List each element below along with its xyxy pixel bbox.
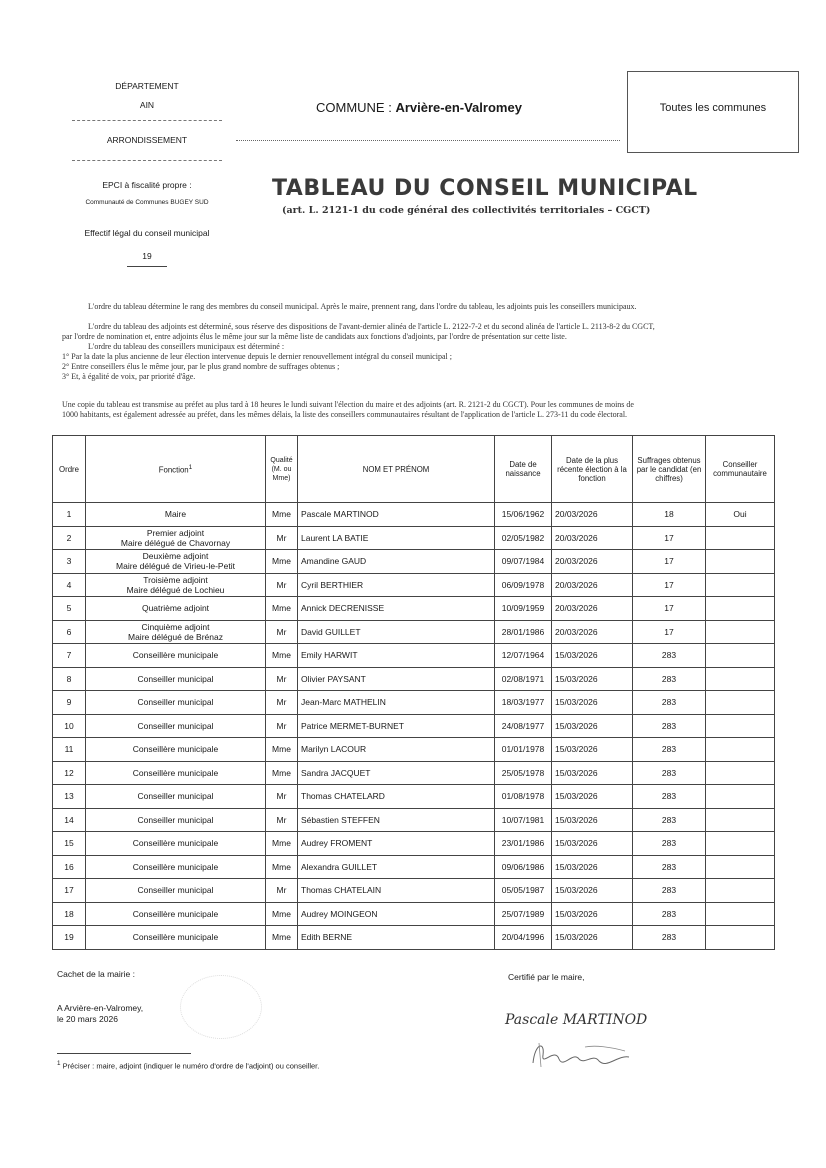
table-row [53,785,775,809]
commune-line [316,100,522,115]
cell-nom: Jean-Marc MATHELIN [298,691,495,715]
cell-nom: David GUILLET [298,620,495,644]
cell-fonction [86,597,266,621]
cell-ordre: 10 [53,714,86,738]
cell-election: 15/03/2026 [552,785,633,809]
cell-ordre: 18 [53,902,86,926]
cell-ordre: 9 [53,691,86,715]
signature-image [525,1033,640,1073]
cell-election: 20/03/2026 [552,526,633,550]
cell-nom: Edith BERNE [298,926,495,950]
cell-communautaire [706,785,775,809]
cell-qualite: Mme [266,644,298,668]
cell-election: 15/03/2026 [552,808,633,832]
cell-suffrages: 17 [633,526,706,550]
cell-naissance: 09/06/1986 [495,855,552,879]
col-header-suffrages: Suffrages obtenus par le candidat (en chiffres) [633,436,706,503]
cell-communautaire [706,761,775,785]
table-row [53,691,775,715]
cell-communautaire [706,691,775,715]
cell-suffrages: 283 [633,808,706,832]
fonction-detail-text: Maire délégué de Brénaz [128,631,223,642]
cachet-label: Cachet de la mairie : [57,969,135,979]
fonction-text: Conseiller municipal [137,885,214,896]
divider [127,266,167,267]
cell-communautaire [706,808,775,832]
footnote-text: Préciser : maire, adjoint (indiquer le numéro d'ordre de l'adjoint) ou conseiller. [62,1061,320,1071]
effectif-label: Effectif légal du conseil municipal [84,228,210,238]
date: le 20 mars 2026 [57,1014,118,1024]
cell-ordre: 4 [53,573,86,597]
cell-fonction [86,644,266,668]
footnote-ref: 1 [188,464,193,472]
cell-suffrages: 283 [633,691,706,715]
cell-qualite: Mr [266,526,298,550]
cell-naissance: 12/07/1964 [495,644,552,668]
cell-qualite: Mr [266,691,298,715]
cell-fonction [86,503,266,527]
cell-qualite: Mme [266,761,298,785]
cell-naissance: 09/07/1984 [495,550,552,574]
cell-election: 15/03/2026 [552,761,633,785]
arrondissement-label: ARRONDISSEMENT [106,135,188,145]
cell-qualite: Mme [266,902,298,926]
cell-suffrages: 283 [633,879,706,903]
cell-nom: Thomas CHATELARD [298,785,495,809]
cell-nom: Marilyn LACOUR [298,738,495,762]
cell-communautaire [706,855,775,879]
intro-paragraph: L'ordre du tableau des adjoints est déterminé, sous réserve des dispositions de l'avant-dernier alinéa de l'article L. 2122-7-2 et du second alinéa de l'article L. 2113-8-2 du CGCT, [88,322,655,331]
cell-communautaire [706,879,775,903]
cell-nom: Cyril BERTHIER [298,573,495,597]
cell-fonction [86,738,266,762]
intro-paragraph: 1000 habitants, est également adressée au préfet, dans les mêmes délais, la liste des conseillers communautaires résultant de l'application de l'article L. 273-11 du code électoral. [62,410,628,419]
cell-qualite: Mr [266,667,298,691]
table-header-row [53,436,775,503]
cell-communautaire: Oui [706,503,775,527]
commune-type-box [627,71,799,153]
page-subtitle: (art. L. 2121-1 du code général des collectivités territoriales – CGCT) [282,205,651,216]
cell-nom: Sandra JACQUET [298,761,495,785]
cell-nom: Emily HARWIT [298,644,495,668]
cell-qualite: Mr [266,808,298,832]
cell-suffrages: 283 [633,714,706,738]
intro-paragraph: L'ordre du tableau des conseillers municipaux est déterminé : [88,342,285,351]
cell-fonction [86,620,266,644]
table-row [53,855,775,879]
cell-election: 15/03/2026 [552,644,633,668]
col-header-communautaire: Conseiller communautaire [706,436,775,503]
fonction-text: Conseiller municipal [137,720,214,731]
cell-nom: Audrey MOINGEON [298,902,495,926]
signature-name: Pascale MARTINOD [505,1012,648,1028]
fonction-text: Premier adjoint [146,527,205,538]
cell-fonction [86,808,266,832]
fonction-text: Conseiller municipal [137,673,214,684]
cell-suffrages: 283 [633,644,706,668]
cell-nom: Audrey FROMENT [298,832,495,856]
cell-qualite: Mr [266,879,298,903]
cell-election: 15/03/2026 [552,667,633,691]
cell-communautaire [706,644,775,668]
cell-naissance: 06/09/1978 [495,573,552,597]
cell-election: 15/03/2026 [552,691,633,715]
divider [72,160,222,161]
cell-suffrages: 17 [633,550,706,574]
cell-ordre: 7 [53,644,86,668]
cell-suffrages: 17 [633,620,706,644]
divider [72,120,222,121]
cell-naissance: 01/08/1978 [495,785,552,809]
table-row [53,503,775,527]
cell-election: 15/03/2026 [552,879,633,903]
cell-ordre: 14 [53,808,86,832]
cell-suffrages: 283 [633,832,706,856]
fonction-text: Conseiller municipal [137,814,214,825]
commune-type-text: Toutes les communes [659,102,767,114]
cell-qualite: Mme [266,855,298,879]
table-row [53,738,775,762]
footnote-number: 1 [57,1060,61,1067]
intro-paragraph: 3° Et, à égalité de voix, par priorité d'âge. [62,372,196,381]
fonction-detail-text: Maire délégué de Virieu-le-Petit [116,561,235,572]
cell-naissance: 10/09/1959 [495,597,552,621]
cell-election: 20/03/2026 [552,503,633,527]
cell-ordre: 12 [53,761,86,785]
cell-fonction [86,550,266,574]
fonction-text: Conseiller municipal [137,697,214,708]
table-row [53,879,775,903]
cell-naissance: 05/05/1987 [495,879,552,903]
table-body [53,503,775,950]
epci-value: Communauté de Communes BUGEY SUD [85,199,209,206]
table-row [53,597,775,621]
cell-qualite: Mr [266,620,298,644]
intro-paragraph: Une copie du tableau est transmise au préfet au plus tard à 18 heures le lundi suivant l'élection du maire et des adjoints (art. R. 2121-2 du CGCT). Pour les communes de moins de [62,400,634,409]
fonction-text: Conseillère municipale [132,932,219,943]
effectif-value: 19 [142,251,152,261]
cell-suffrages: 283 [633,926,706,950]
page-title: TABLEAU DU CONSEIL MUNICIPAL [272,176,698,201]
cell-ordre: 19 [53,926,86,950]
cell-nom: Alexandra GUILLET [298,855,495,879]
cell-fonction [86,573,266,597]
cell-ordre: 1 [53,503,86,527]
cell-communautaire [706,902,775,926]
cell-naissance: 23/01/1986 [495,832,552,856]
cell-fonction [86,855,266,879]
intro-block [62,302,782,382]
fonction-text: Troisième adjoint [143,574,208,585]
cell-suffrages: 283 [633,761,706,785]
cell-nom: Patrice MERMET-BURNET [298,714,495,738]
cell-qualite: Mr [266,573,298,597]
table-row [53,902,775,926]
table-row [53,926,775,950]
cell-communautaire [706,832,775,856]
cell-ordre: 15 [53,832,86,856]
cell-naissance: 20/04/1996 [495,926,552,950]
cell-qualite: Mme [266,926,298,950]
cell-fonction [86,832,266,856]
col-header-naissance: Date de naissance [495,436,552,503]
cell-fonction [86,667,266,691]
cell-communautaire [706,926,775,950]
cell-qualite: Mme [266,597,298,621]
cell-nom: Laurent LA BATIE [298,526,495,550]
col-header-nom: NOM ET PRÉNOM [298,436,495,503]
intro-paragraph: 1° Par la date la plus ancienne de leur élection intervenue depuis le dernier renouvellement intégral du conseil municipal ; [62,352,452,361]
cell-ordre: 6 [53,620,86,644]
table-row [53,667,775,691]
fonction-text: Cinquième adjoint [141,621,210,632]
cell-election: 15/03/2026 [552,832,633,856]
fonction-header-text: Fonction [158,465,189,475]
cell-suffrages: 283 [633,855,706,879]
divider [236,140,620,141]
cell-communautaire [706,573,775,597]
fonction-detail-text: Maire délégué de Lochieu [126,584,225,595]
cell-fonction [86,714,266,738]
cell-nom: Annick DECRENISSE [298,597,495,621]
intro-paragraph: L'ordre du tableau détermine le rang des membres du conseil municipal. Après le maire, prennent rang, dans l'ordre du tableau, les adjoints puis les conseillers municipaux. [88,302,637,311]
cell-ordre: 2 [53,526,86,550]
cell-qualite: Mme [266,550,298,574]
cell-election: 15/03/2026 [552,714,633,738]
table-row [53,573,775,597]
cell-qualite: Mme [266,832,298,856]
fonction-text: Conseillère municipale [132,744,219,755]
intro-paragraph: 2° Entre conseillers élus le même jour, par le plus grand nombre de suffrages obtenus ; [62,362,340,371]
cell-qualite: Mr [266,785,298,809]
cell-election: 15/03/2026 [552,926,633,950]
departement-label: DÉPARTEMENT [115,81,179,91]
cell-suffrages: 283 [633,902,706,926]
cell-election: 20/03/2026 [552,597,633,621]
col-header-qualite: Qualité (M. ou Mme) [266,436,298,503]
transmission-note [62,400,782,420]
cell-ordre: 11 [53,738,86,762]
footnote-divider [57,1053,191,1054]
cell-naissance: 02/08/1971 [495,667,552,691]
cell-election: 15/03/2026 [552,855,633,879]
fonction-text: Conseillère municipale [132,908,219,919]
cell-election: 20/03/2026 [552,573,633,597]
intro-paragraph: par l'ordre de nomination et, entre adjoints élus le même jour sur la même liste de candidats aux fonctions d'adjoints, par l'ordre de présentation sur cette liste. [62,332,567,341]
cell-nom: Olivier PAYSANT [298,667,495,691]
col-header-ordre: Ordre [53,436,86,503]
cell-suffrages: 17 [633,597,706,621]
cell-fonction [86,902,266,926]
fonction-text: Conseillère municipale [132,861,219,872]
cell-communautaire [706,526,775,550]
fonction-text: Conseillère municipale [132,650,219,661]
cell-ordre: 5 [53,597,86,621]
cell-suffrages: 283 [633,667,706,691]
fonction-text: Conseillère municipale [132,767,219,778]
table-row [53,832,775,856]
fonction-text: Conseiller municipal [137,791,214,802]
table-row [53,550,775,574]
cell-naissance: 01/01/1978 [495,738,552,762]
cell-communautaire [706,597,775,621]
cell-nom: Pascale MARTINOD [298,503,495,527]
cell-fonction [86,785,266,809]
council-table [52,435,775,950]
epci-label: EPCI à fiscalité propre : [102,180,192,190]
table-row [53,761,775,785]
fonction-text: Conseillère municipale [132,838,219,849]
cell-election: 15/03/2026 [552,738,633,762]
departement-value: AIN [139,100,155,110]
cell-nom: Thomas CHATELAIN [298,879,495,903]
certifie-label: Certifié par le maire, [508,972,585,982]
cell-election: 20/03/2026 [552,620,633,644]
fonction-text: Deuxième adjoint [142,551,209,562]
commune-name: Arvière-en-Valromey [395,100,522,115]
cell-qualite: Mme [266,503,298,527]
cell-naissance: 28/01/1986 [495,620,552,644]
stamp-image [180,975,262,1039]
cell-naissance: 10/07/1981 [495,808,552,832]
cell-naissance: 25/05/1978 [495,761,552,785]
commune-label: COMMUNE : [316,100,392,115]
table-row [53,714,775,738]
cell-fonction [86,761,266,785]
place: A Arvière-en-Valromey, [57,1003,144,1013]
cell-qualite: Mme [266,738,298,762]
cell-qualite: Mr [266,714,298,738]
cell-communautaire [706,620,775,644]
cell-communautaire [706,714,775,738]
cell-suffrages: 283 [633,785,706,809]
cell-naissance: 25/07/1989 [495,902,552,926]
cell-suffrages: 17 [633,573,706,597]
cell-suffrages: 283 [633,738,706,762]
cell-fonction [86,526,266,550]
cell-nom: Sébastien STEFFEN [298,808,495,832]
cell-naissance: 15/06/1962 [495,503,552,527]
table-row [53,644,775,668]
cell-communautaire [706,667,775,691]
col-header-election: Date de la plus récente élection à la fonction [552,436,633,503]
cell-naissance: 18/03/1977 [495,691,552,715]
cell-communautaire [706,738,775,762]
cell-fonction [86,879,266,903]
cell-nom: Amandine GAUD [298,550,495,574]
fonction-detail-text: Maire délégué de Chavornay [120,537,231,548]
cell-ordre: 17 [53,879,86,903]
fonction-text: Maire [164,509,187,520]
fonction-text: Quatrième adjoint [141,603,210,614]
cell-fonction [86,926,266,950]
table-row [53,808,775,832]
cell-election: 15/03/2026 [552,902,633,926]
cell-election: 20/03/2026 [552,550,633,574]
cell-ordre: 8 [53,667,86,691]
cell-suffrages: 18 [633,503,706,527]
footnote [57,1060,319,1071]
cell-communautaire [706,550,775,574]
table-row [53,620,775,644]
cell-ordre: 3 [53,550,86,574]
col-header-fonction [86,436,266,503]
cell-ordre: 13 [53,785,86,809]
place-date [57,1003,143,1025]
cell-fonction [86,691,266,715]
cell-ordre: 16 [53,855,86,879]
table-row [53,526,775,550]
cell-naissance: 24/08/1977 [495,714,552,738]
cell-naissance: 02/05/1982 [495,526,552,550]
